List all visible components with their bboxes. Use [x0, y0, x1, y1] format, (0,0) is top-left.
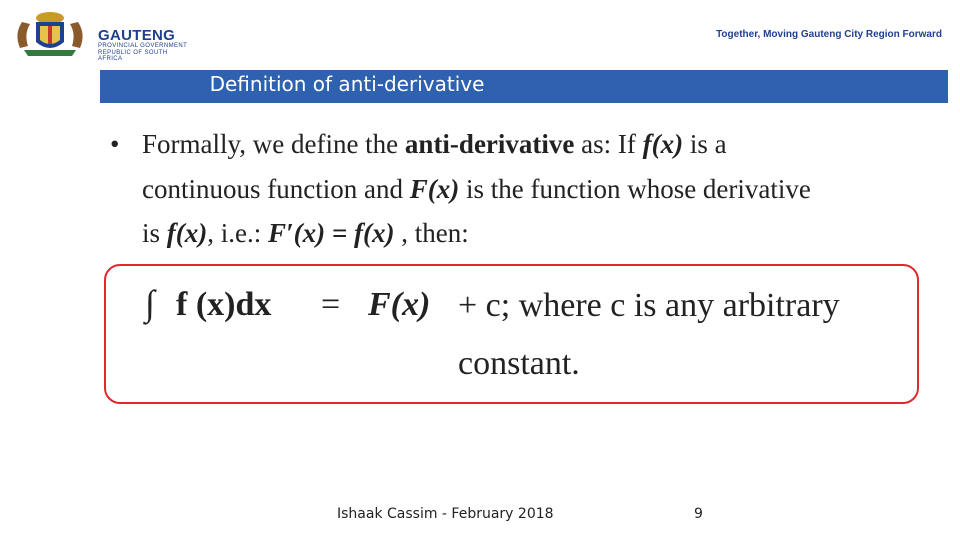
formula-tail-constant: constant.: [458, 345, 580, 382]
text-segment: continuous function and: [142, 173, 410, 204]
math-derivative-equation: F′(x) = f(x): [268, 218, 395, 248]
coat-of-arms-icon: [10, 8, 90, 58]
formula-box: [104, 264, 919, 404]
text-segment: as: If: [574, 129, 643, 159]
equals-sign: =: [321, 286, 341, 323]
slide-title: Definition of anti-derivative: [209, 72, 485, 96]
text-segment: is: [142, 218, 167, 248]
antiderivative-term: F(x): [368, 286, 431, 323]
math-f-of-x: f(x): [166, 218, 208, 248]
brand-name: GAUTENG: [98, 27, 176, 44]
text-segment: is the function whose derivative: [459, 173, 811, 204]
brand-subtitle-2: REPUBLIC OF SOUTH AFRICA: [98, 50, 168, 62]
slide-header: [0, 0, 960, 68]
tagline: Together, Moving Gauteng City Region Forward: [716, 29, 942, 40]
math-capital-f-of-x: F(x): [409, 173, 460, 204]
brand-subtitle-1: PROVINCIAL GOVERNMENT: [98, 43, 188, 49]
math-f-of-x: f(x): [642, 129, 684, 159]
integral-sign: ∫: [145, 283, 155, 323]
integrand: f (x)dx: [176, 286, 272, 323]
bullet-line-3: [142, 211, 469, 256]
term-anti-derivative: anti-derivative: [404, 129, 575, 159]
text-segment: , then:: [394, 218, 469, 248]
footer-author: Ishaak Cassim - February 2018: [337, 506, 554, 522]
text-segment: is a: [683, 129, 727, 159]
bullet-line-1: [142, 122, 727, 167]
text-segment: , i.e.:: [207, 218, 268, 248]
page-number: 9: [694, 506, 703, 522]
text-segment: Formally, we define the: [142, 129, 405, 159]
formula-tail: + c; where c is any arbitrary: [458, 287, 840, 324]
gauteng-logo: [10, 8, 190, 62]
bullet-dot: •: [110, 129, 120, 159]
bullet-line-2: [142, 167, 811, 212]
